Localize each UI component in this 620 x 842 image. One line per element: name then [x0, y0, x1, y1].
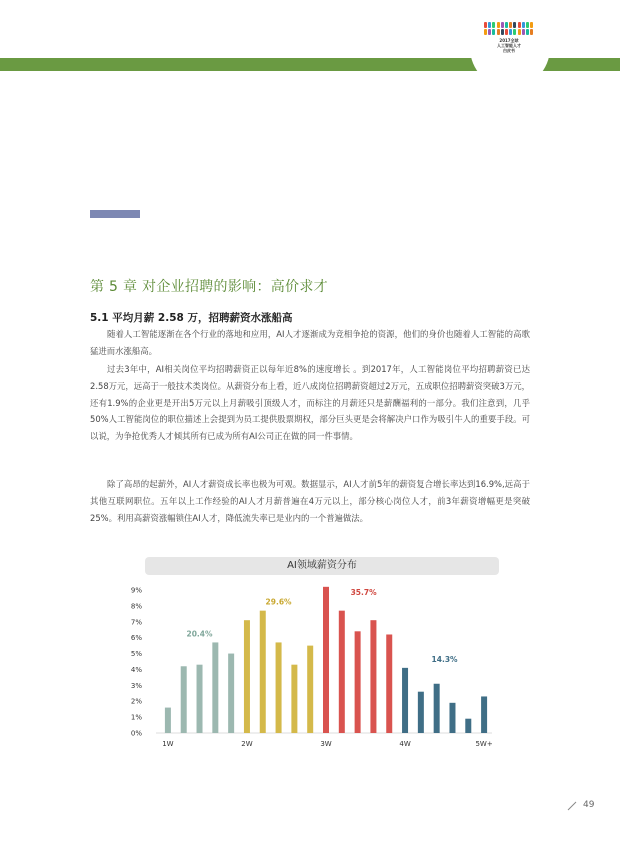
- accent-block: [90, 210, 140, 218]
- group-label: 29.6%: [265, 597, 292, 607]
- y-tick-label: 8%: [130, 602, 142, 611]
- bar: [276, 642, 282, 733]
- y-tick-label: 1%: [130, 713, 142, 722]
- page-slash-icon: [567, 801, 577, 811]
- bar: [449, 703, 455, 733]
- x-tick-label: 4W: [399, 740, 411, 748]
- y-tick-label: 0%: [130, 729, 142, 738]
- logo-dot: [505, 29, 508, 35]
- logo-dot: [522, 22, 525, 28]
- logo-dot: [497, 29, 500, 35]
- logo-dot: [484, 22, 487, 28]
- logo-dot: [509, 29, 512, 35]
- logo-dot: [492, 29, 495, 35]
- y-tick-label: 9%: [130, 586, 142, 595]
- x-tick-label: 3W: [320, 740, 332, 748]
- bar: [434, 684, 440, 733]
- x-tick-label: 2W: [241, 740, 253, 748]
- logo-dot: [526, 29, 529, 35]
- bar: [244, 620, 250, 733]
- bar: [260, 611, 266, 733]
- logo-dot: [530, 22, 533, 28]
- bar: [165, 708, 171, 733]
- group-label: 35.7%: [350, 587, 377, 597]
- y-tick-label: 7%: [130, 618, 142, 627]
- bar: [181, 666, 187, 733]
- chart-title: AI领域薪资分布: [145, 557, 499, 575]
- bar: [386, 634, 392, 733]
- bar: [402, 668, 408, 733]
- y-tick-label: 3%: [130, 681, 142, 690]
- paragraph: 除了高昂的起薪外，AI人才薪资成长率也极为可观。数据显示，AI人才前5年的薪资复合增长率达到16.9%,远高于其他互联网职位。五年以上工作经验的AI人才月薪普遍在4万元以上，部分核心岗位人才，前3年薪资增幅更是突破25%。利用高薪资涨幅锁住AI人才，降低流失率已是业内的一个普遍做法。: [90, 479, 530, 523]
- logo-dot: [518, 29, 521, 35]
- chapter-title: 第 5 章 对企业招聘的影响：高价求才: [90, 279, 328, 295]
- paragraph: 过去3年中，AI相关岗位平均招聘薪资正以每年近8%的速度增长 。到2017年，人工智能岗位平均招聘薪资已达2.58万元，远高于一般技术类岗位。从薪资分布上看，近八成岗位招聘薪资超过2万元，五成职位招聘薪资突破3万元，还有1.9%的企业更是开出5万元以上月薪吸引顶级人才，而标注的月薪还只是薪酬福利的一部分。我们注意到，几乎50%人工智能岗位的职位描述上会提到为员工提供股票期权，部分巨头更是会将解决户口作为吸引牛人的重要手段。可以说，为争抢优秀人才倾其所有已成为所有AI公司正在做的同一件事情。: [90, 364, 530, 442]
- bar: [355, 631, 361, 733]
- bar: [212, 642, 218, 733]
- bar: [370, 620, 376, 733]
- bar: [418, 692, 424, 733]
- bar: [307, 646, 313, 733]
- bar: [228, 654, 234, 733]
- logo-text: 2017全球 人工智能人才 白皮书: [497, 38, 521, 53]
- logo-dot: [513, 29, 516, 35]
- logo-dot: [484, 29, 487, 35]
- bar: [323, 587, 329, 733]
- page-number: 49: [583, 800, 595, 810]
- logo-dot: [505, 22, 508, 28]
- y-tick-label: 6%: [130, 634, 142, 643]
- logo-dot: [501, 29, 504, 35]
- y-tick-label: 5%: [130, 650, 142, 659]
- y-tick-label: 2%: [130, 697, 142, 706]
- bar: [465, 719, 471, 733]
- logo-dot: [501, 22, 504, 28]
- bar: [481, 696, 487, 733]
- section-title: 5.1 平均月薪 2.58 万，招聘薪资水涨船高: [90, 312, 293, 324]
- x-tick-label: 5W+: [475, 740, 493, 748]
- logo-dot: [497, 22, 500, 28]
- x-tick-label: 1W: [162, 740, 174, 748]
- logo-dot: [488, 22, 491, 28]
- logo-dot: [522, 29, 525, 35]
- logo-dot: [509, 22, 512, 28]
- paragraph: 随着人工智能逐渐在各个行业的落地和应用，AI人才逐渐成为竞相争抢的资源，他们的身价也随着人工智能的高歌猛进而水涨船高。: [90, 329, 530, 356]
- logo-dot: [518, 22, 521, 28]
- logo-dot: [492, 22, 495, 28]
- bar: [339, 611, 345, 733]
- group-label: 20.4%: [186, 629, 213, 639]
- bar: [291, 665, 297, 733]
- y-tick-label: 4%: [130, 665, 142, 674]
- logo-dot: [488, 29, 491, 35]
- logo-dot: [513, 22, 516, 28]
- group-label: 14.3%: [431, 654, 458, 664]
- bar: [197, 665, 203, 733]
- logo-dot: [530, 29, 533, 35]
- logo-dot: [526, 22, 529, 28]
- salary-distribution-chart: [120, 578, 510, 758]
